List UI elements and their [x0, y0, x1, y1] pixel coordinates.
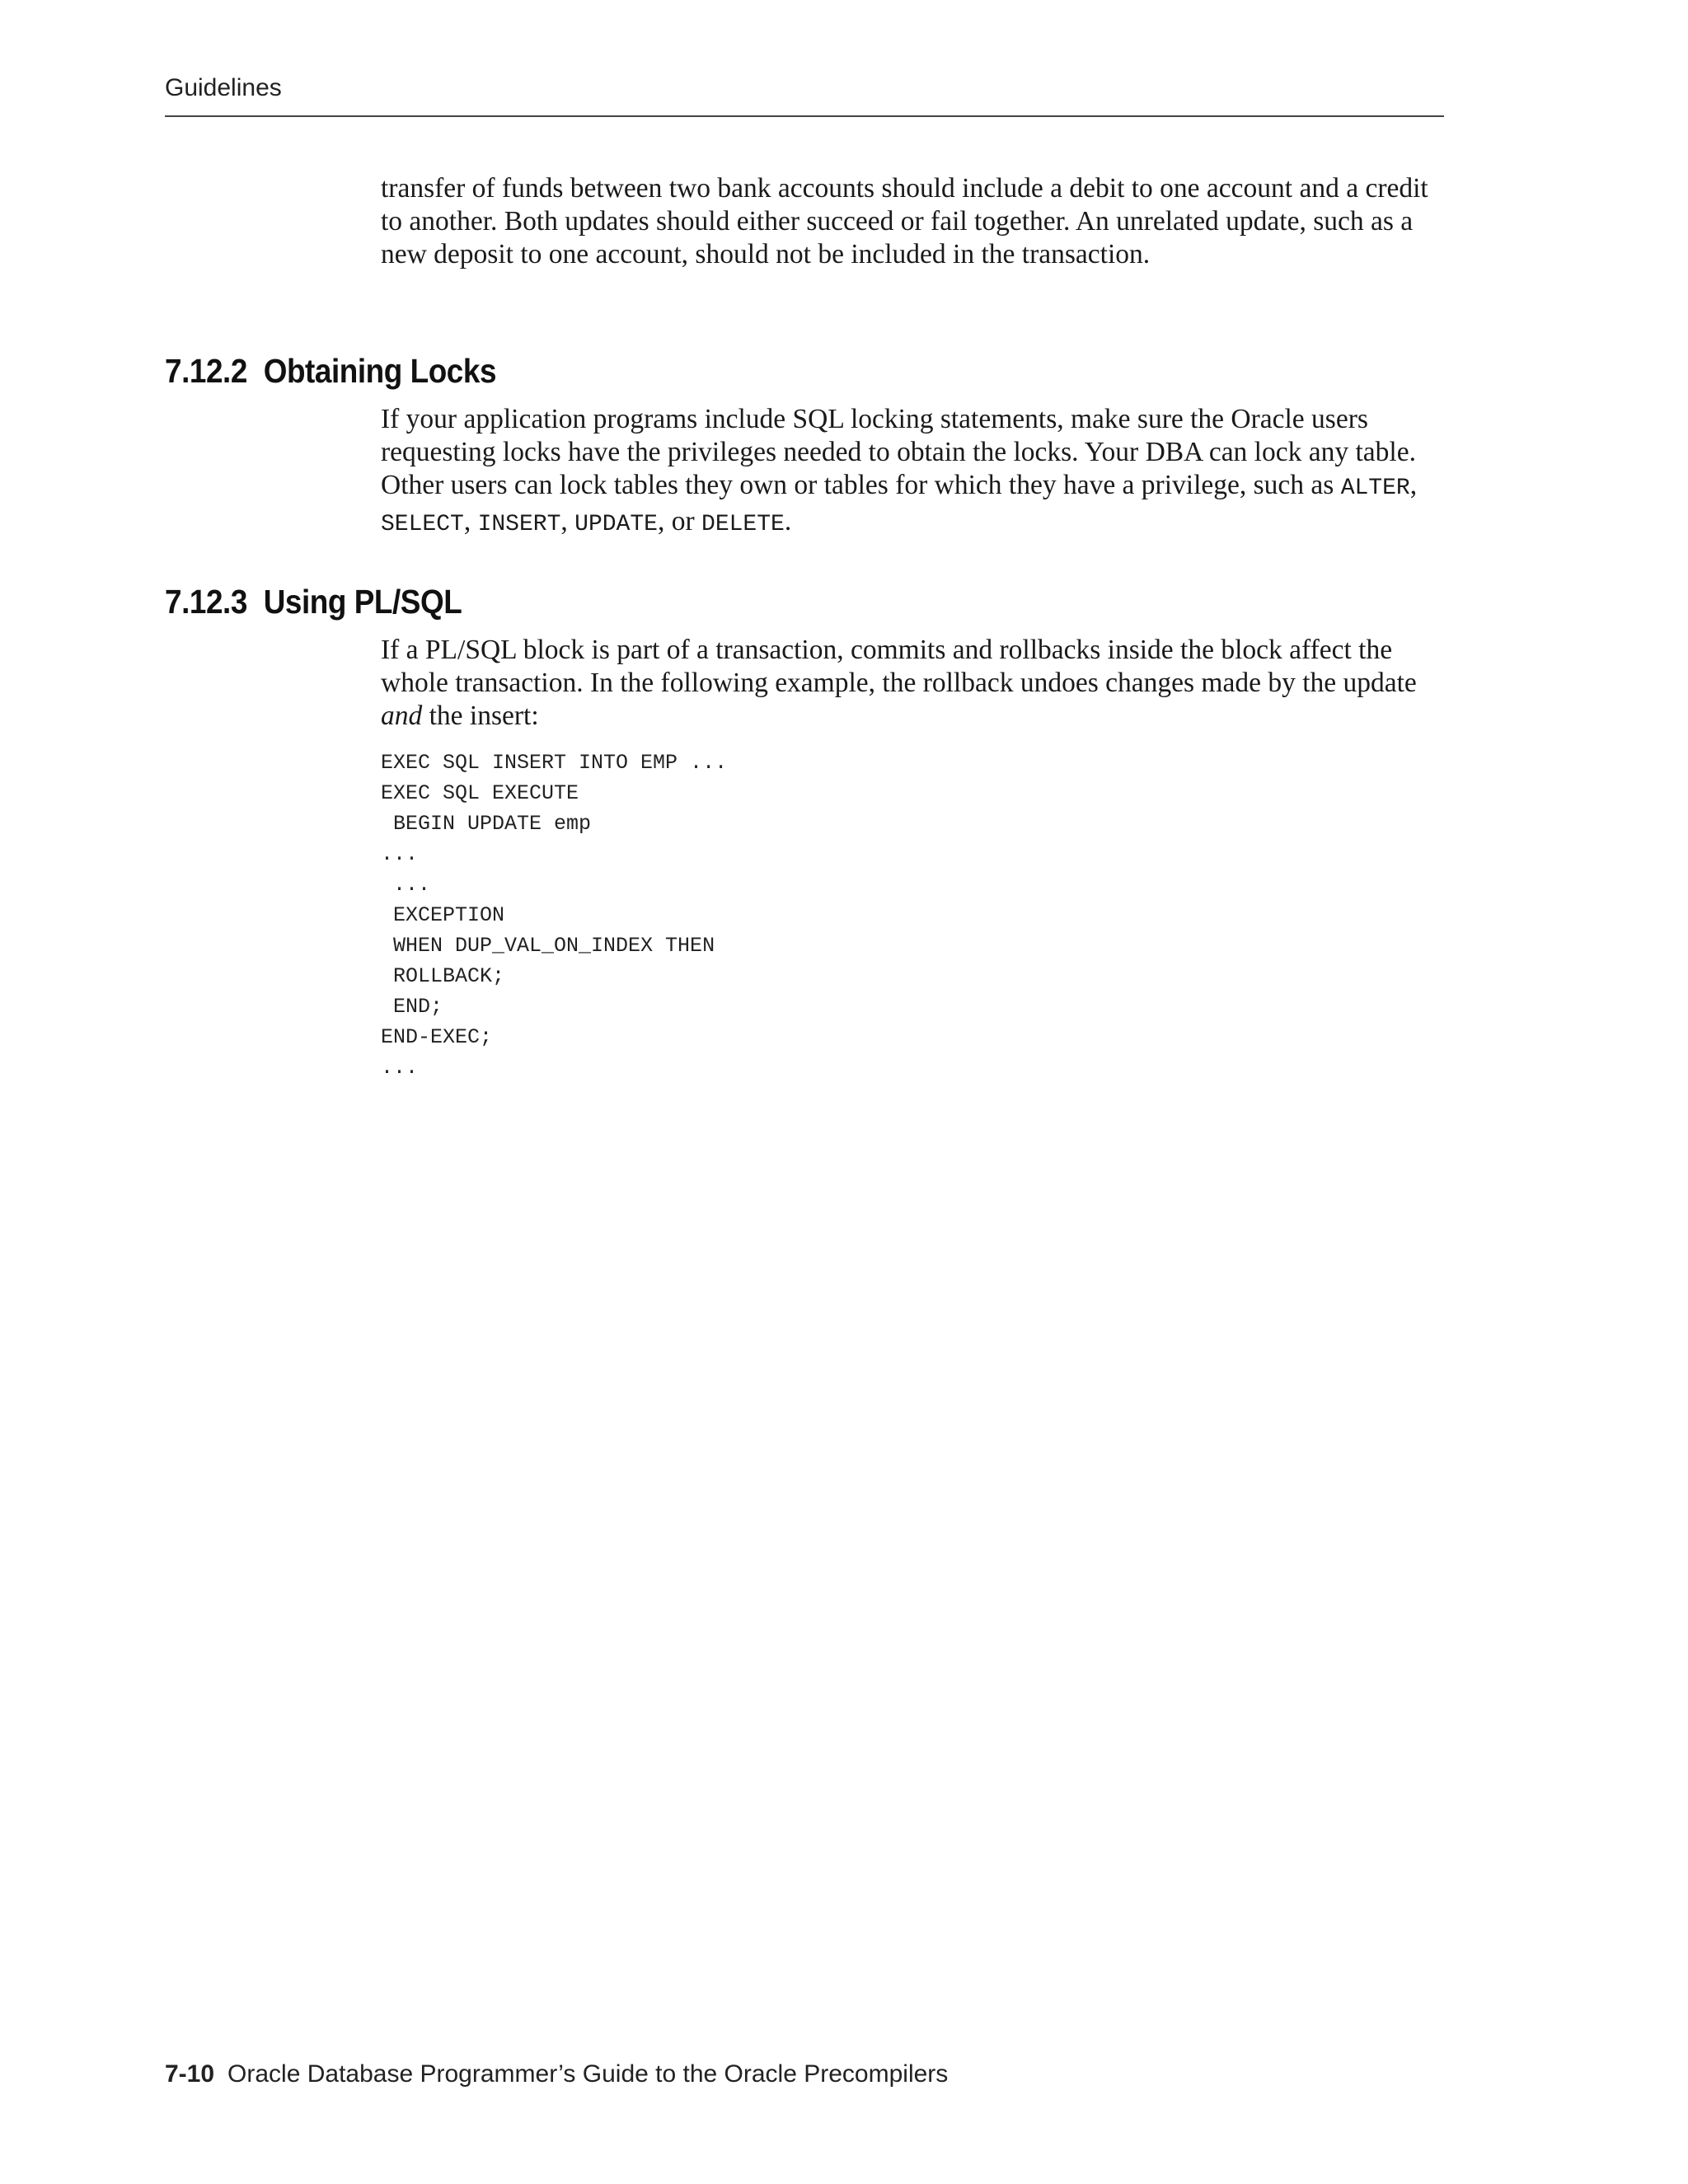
using-plsql-paragraph [381, 634, 1444, 733]
book-title: Oracle Database Programmer’s Guide to the Oracle Precompilers [227, 2060, 949, 2088]
code-line: ... [381, 1056, 419, 1080]
paragraph-text: the insert: [422, 701, 539, 731]
obtaining-locks-paragraph [381, 403, 1444, 541]
header-rule [165, 115, 1444, 117]
privilege-insert: INSERT [477, 512, 561, 537]
separator: , [1409, 470, 1418, 500]
section-number: 7.12.3 [165, 583, 247, 621]
code-line: EXEC SQL EXECUTE [381, 781, 579, 805]
separator: , or [657, 506, 702, 537]
separator: , [463, 506, 478, 537]
paragraph-text: . [784, 506, 792, 537]
intro-paragraph: transfer of funds between two bank accounts should include a debit to one account and a credit to another. Both updates should either succeed or fail together. An unrelated update, such as a new deposit to one account, should not be included in the transaction. [381, 173, 1428, 269]
running-header: Guidelines [165, 74, 282, 101]
emphasis-and: and [381, 701, 423, 731]
section-title: Using PL/SQL [263, 583, 462, 621]
separator: , [560, 506, 575, 537]
code-line: END; [381, 995, 443, 1019]
page-number: 7-10 [165, 2060, 215, 2088]
privilege-update: UPDATE [574, 512, 658, 537]
privilege-alter: ALTER [1340, 476, 1410, 501]
code-line: ROLLBACK; [381, 964, 505, 988]
section-number: 7.12.2 [165, 352, 247, 390]
section-heading-obtaining-locks [165, 351, 496, 391]
code-line: EXEC SQL INSERT INTO EMP ... [381, 751, 728, 775]
code-line: ... [381, 873, 431, 897]
code-line: WHEN DUP_VAL_ON_INDEX THEN [381, 934, 715, 958]
privilege-delete: DELETE [701, 512, 785, 537]
code-line: EXCEPTION [381, 903, 505, 927]
page-footer [165, 2060, 948, 2088]
code-line: ... [381, 842, 419, 866]
code-line: END-EXEC; [381, 1025, 493, 1049]
section-title: Obtaining Locks [263, 352, 497, 390]
paragraph-text: If your application programs include SQL locking statements, make sure the Oracle users requesting locks have the privileges needed to obtain the locks. Your DBA can lock any table. Other users can lock tables they own or tables for which they have a privilege, such as [381, 404, 1416, 500]
code-line: BEGIN UPDATE emp [381, 812, 592, 836]
privilege-select: SELECT [381, 512, 464, 537]
paragraph-text: If a PL/SQL block is part of a transaction, commits and rollbacks inside the block affect the whole transaction. In the following example, the rollback undoes changes made by the update [381, 635, 1417, 698]
section-heading-using-plsql [165, 582, 462, 621]
code-example [381, 748, 727, 1083]
